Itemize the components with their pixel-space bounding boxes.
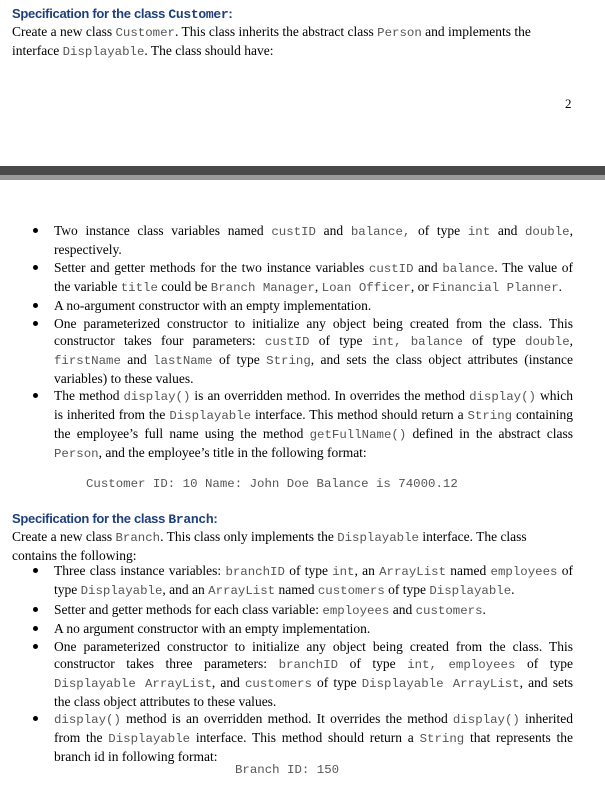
code-term: display() <box>452 713 520 727</box>
code-term: display() <box>123 390 191 404</box>
code-term: Displayable <box>80 584 163 598</box>
text-run: . The value of the variable <box>54 259 573 294</box>
code-term: int, <box>371 334 402 349</box>
code-term: customers <box>244 676 312 691</box>
text-run: and <box>490 223 525 238</box>
text-run: , <box>314 278 322 294</box>
code-term: Displayable ArrayList <box>54 676 212 691</box>
text-run: and <box>413 259 443 275</box>
branch-spec-heading: Specification for the class Branch: <box>12 511 218 527</box>
text-run: . <box>482 601 486 617</box>
divider-shadow <box>0 175 605 180</box>
text-run: containing the employee’s full name using the method <box>54 407 573 441</box>
text-run: named <box>275 582 318 597</box>
code-term: ArrayList <box>208 584 276 598</box>
text-run: Create a new class <box>12 24 116 39</box>
code-term: custID <box>271 225 316 239</box>
divider-bar <box>0 166 605 175</box>
code-term: customers <box>415 603 483 618</box>
customer-intro <box>12 23 572 61</box>
text-run: . This class only implements the <box>160 529 338 544</box>
page-number: 2 <box>565 96 572 111</box>
list-item <box>30 387 573 463</box>
code-term: Financial Planner <box>432 280 559 295</box>
code-term: display() <box>469 390 536 404</box>
code-term: getFullName() <box>309 428 407 442</box>
code-term: String <box>266 353 311 368</box>
text-run: of type <box>410 223 468 238</box>
text-run: is an overridden method. In overrides the method <box>190 388 470 403</box>
code-term: double <box>525 334 570 349</box>
text-run: A no argument constructor with an empty implementation. <box>54 621 371 636</box>
text-run: . This class inherits the abstract class <box>174 24 378 39</box>
code-term: Displayable <box>429 584 512 598</box>
branch-class-name: Branch <box>168 512 214 527</box>
code-term: employees <box>322 603 390 618</box>
list-item <box>30 222 573 258</box>
text-run: A no-argument constructor with an empty implementation. <box>54 298 372 313</box>
text-run: . The class should have: <box>144 43 274 58</box>
text-run: , and the employee’s title in the following format: <box>98 445 367 460</box>
code-term: String <box>467 409 513 423</box>
text-run <box>437 656 449 671</box>
code-term: int, <box>407 657 437 672</box>
text-run <box>401 333 410 348</box>
code-term: custID <box>264 334 310 349</box>
text-run: and <box>315 223 351 238</box>
page-divider <box>0 166 605 182</box>
text-run: One parameterized constructor to initialize any object being created from the class. This constructor takes three parameters: <box>54 638 573 671</box>
text-run: interface. This method should return a <box>190 730 420 745</box>
customer-spec-heading: Specification for the class Customer: <box>12 6 233 22</box>
code-term: Displayable ArrayList <box>361 676 520 691</box>
list-item <box>30 710 573 765</box>
text-run: The method <box>54 388 124 403</box>
list-item <box>30 638 573 710</box>
text-run: , and an <box>162 582 209 597</box>
text-run: that represents the branch id in following format: <box>54 730 573 764</box>
text-run: of type <box>212 351 267 367</box>
text-run: of type <box>338 655 408 671</box>
code-term: int <box>332 565 355 579</box>
text-run: One parameterized constructor to initialize any object being created from the class. This constructor takes four parameters: <box>54 315 573 348</box>
text-run: interface. This method should return a <box>251 407 468 422</box>
code-term: employees <box>448 657 516 672</box>
text-run: of type <box>515 655 573 671</box>
customer-format-example: Customer ID: 10 Name: John Doe Balance is 74000.12 <box>86 477 458 491</box>
text-run: of type <box>384 582 430 597</box>
text-run: interface. The class contains the following: <box>12 529 527 563</box>
code-term: balance <box>442 261 495 276</box>
list-item <box>30 601 573 620</box>
code-term: Loan Officer <box>321 280 411 295</box>
code-term: Displayable <box>108 732 191 746</box>
text-run: of type <box>462 332 526 348</box>
customer-requirements-list <box>30 222 573 464</box>
text-run: . <box>558 278 563 294</box>
code-term: branchID <box>225 565 285 579</box>
code-term: balance, <box>350 225 411 239</box>
code-term: Displayable <box>169 409 252 423</box>
text-run: of type <box>54 563 573 597</box>
text-run: , an <box>354 563 380 578</box>
branch-format-example: Branch ID: 150 <box>235 763 340 777</box>
text-run: of type <box>309 332 372 348</box>
code-term: Branch <box>115 531 161 545</box>
code-term: title <box>120 280 158 295</box>
text-run: of type <box>284 563 333 578</box>
code-term: lastName <box>153 353 213 368</box>
code-term: Customer <box>115 26 175 40</box>
list-item <box>30 620 573 637</box>
text-run: Setter and getter methods for the two instance variables <box>54 259 369 275</box>
text-run: of type <box>311 674 362 690</box>
customer-class-name: Customer <box>168 7 229 22</box>
branch-intro <box>12 528 572 564</box>
code-term: double <box>525 225 570 239</box>
code-term: ArrayList <box>379 565 447 579</box>
text-run: , and sets the class object attributes (instance variables) to these values. <box>54 351 573 386</box>
text-run: named <box>446 563 491 578</box>
code-term: Displayable <box>337 531 419 545</box>
text-run: Two instance class variables named <box>54 223 272 238</box>
text-run: and implements the interface <box>12 24 531 58</box>
code-term: Person <box>54 447 99 461</box>
text-run: which is inherited from the <box>54 388 573 422</box>
code-term: custID <box>368 261 414 276</box>
text-run: and <box>389 601 416 617</box>
list-item <box>30 315 573 387</box>
text-run: , or <box>410 278 433 294</box>
text-run: . <box>511 582 515 597</box>
code-term: employees <box>490 565 558 579</box>
text-run: , respectively. <box>54 223 573 257</box>
code-term: String <box>419 732 465 746</box>
text-run: , and sets the class object attributes to these values. <box>54 674 573 709</box>
code-term: Person <box>377 26 422 40</box>
code-term: balance <box>410 334 463 349</box>
code-term: display() <box>54 713 121 727</box>
code-term: Branch Manager <box>210 280 315 295</box>
text-run: Setter and getter methods for each class variable: <box>54 601 323 617</box>
list-item <box>30 297 573 314</box>
code-term: branchID <box>278 657 339 672</box>
list-item <box>30 562 573 600</box>
list-item <box>30 259 573 297</box>
code-term: int <box>467 225 491 239</box>
code-term: customers <box>317 584 385 598</box>
text-run: Create a new class <box>12 529 116 544</box>
text-run: , and <box>211 674 245 690</box>
branch-requirements-list <box>30 562 573 766</box>
code-term: firstName <box>54 353 121 368</box>
text-run: method is an overridden method. It overrides the method <box>120 711 453 726</box>
text-run: defined in the abstract class <box>406 426 573 441</box>
code-term: Displayable <box>62 45 145 59</box>
text-run: inherited from the <box>54 711 574 745</box>
text-run: and <box>120 351 154 367</box>
text-run: , <box>569 332 574 348</box>
text-run: Three class instance variables: <box>54 563 226 578</box>
text-run: could be <box>157 278 211 294</box>
